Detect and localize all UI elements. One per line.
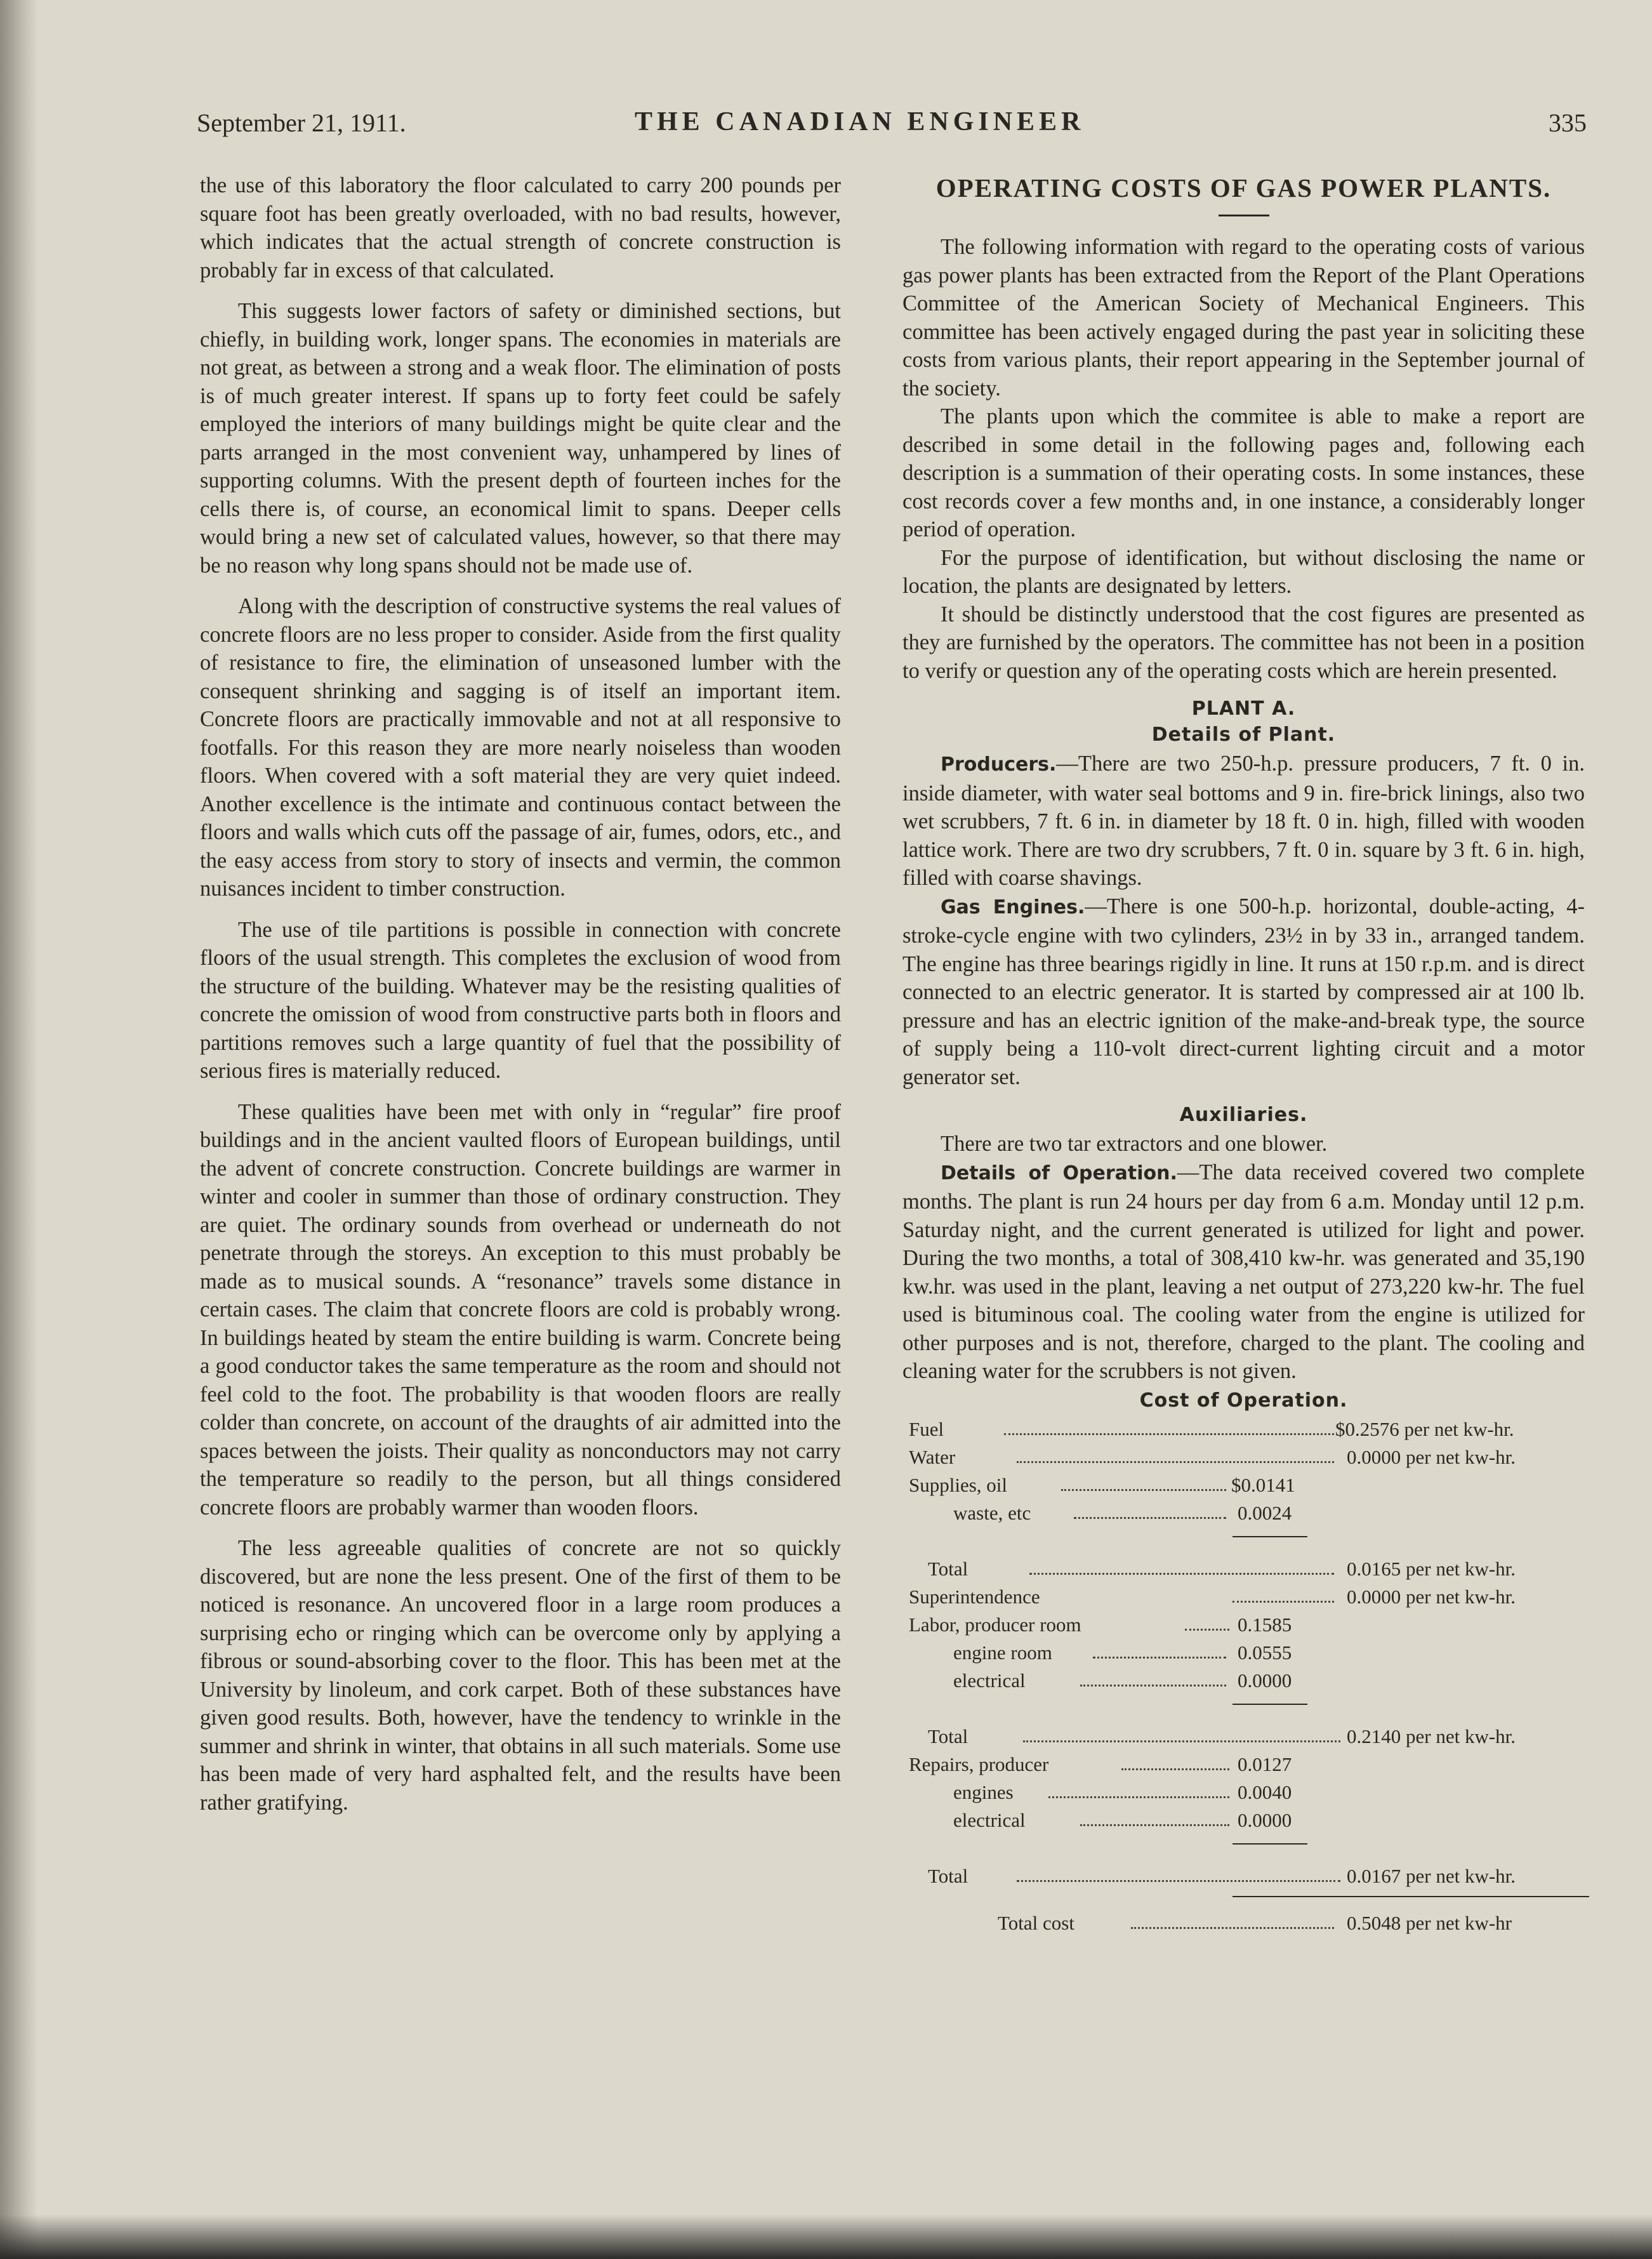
leader-dots — [1029, 1572, 1334, 1575]
leader-dots — [1017, 1879, 1340, 1882]
cost-label: waste, etc — [953, 1501, 1031, 1524]
paragraph: It should be distinctly understood that the cost figures are presented as they are furnished by the operators. The committee has not been in a position to verify or question any of the operating costs which are herein presented. — [902, 602, 1585, 683]
auxiliaries-text: There are two tar extractors and one blower. — [941, 1132, 1328, 1156]
paragraph: For the purpose of identification, but without disclosing the name or location, the plants are designated by letters. — [902, 545, 1585, 598]
leader-dots — [1061, 1488, 1226, 1491]
cost-label: Total cost — [998, 1911, 1074, 1934]
paragraph: The use of tile partitions is possible in connection with concrete floors of the usual strength. This completes the exclusion of wood from the structure of the building. Whatever may be the resisting qualities of concrete the omission of wood from constructive parts both in floors and partitions removes such a large quantity of fuel that the possibility of serious fires is materially reduced. — [200, 917, 841, 1083]
cost-value: 0.1585 — [1238, 1613, 1292, 1636]
cost-value: 0.0127 — [1238, 1752, 1292, 1775]
cost-value: 0.0000 — [1238, 1808, 1292, 1831]
producers-text: —There are two 250-h.p. pressure producers, 7 ft. 0 in. inside diameter, with water seal bottoms and 9 in. fire-brick linings, also two wet scrubbers, 7 ft. 6 in. in diameter by 18 ft. 0 in. high, filled with wooden lattice work. There are two dry scrubbers, 7 ft. 0 in. square by 3 ft. 6 in. high, filled with coarse shavings. — [902, 752, 1585, 890]
cost-value: 0.0000 per net kw-hr. — [1347, 1445, 1516, 1468]
leader-dots — [1074, 1516, 1226, 1519]
cost-row-supplies-oil — [902, 1471, 1585, 1499]
engines-paragraph — [902, 892, 1585, 1092]
cost-value: 0.0555 — [1238, 1641, 1292, 1664]
cost-label: Superintendence — [909, 1585, 1040, 1608]
producers-paragraph — [902, 750, 1585, 892]
cost-label: Total — [928, 1557, 968, 1580]
right-column — [902, 171, 1585, 1937]
cost-label: Labor, producer room — [909, 1613, 1081, 1636]
subtotal-rule — [902, 1695, 1585, 1714]
cost-label: Fuel — [909, 1417, 944, 1440]
cost-value: 0.0000 per net kw-hr. — [1347, 1585, 1516, 1608]
cost-value: 0.0040 — [1238, 1780, 1292, 1803]
paragraph: the use of this laboratory the floor calculated to carry 200 pounds per square foot has been greatly overloaded, with no bad results, however, which indicates that the actual strength of concrete construction is probably far in excess of that calculated. — [200, 173, 841, 282]
details-heading: Details of Plant. — [1151, 724, 1336, 746]
cost-row-superintendence — [902, 1583, 1585, 1611]
paragraph: The less agreeable qualities of concrete are not so quickly discovered, but are none the less present. One of the first of them to be noticed is resonance. An uncovered floor in a large room produces a surprising echo or ringing which can be overcome only by applying a fibrous or sound-absorbing cover to the floor. This has been met at the University by linoleum, and cork carpet. Both of these substances have given good results. Both, however, have the tendency to wrinkle in the summer and shrink in winter, that obtains in all such materials. Some use has been made of very hard asphalted felt, and the results have been rather gratifying. — [200, 1536, 841, 1815]
cost-label: electrical — [953, 1808, 1026, 1831]
cost-row-total — [902, 1555, 1585, 1583]
leader-dots — [1185, 1627, 1229, 1631]
cost-value: 0.2140 per net kw-hr. — [1347, 1725, 1516, 1747]
producers-label: Producers. — [941, 753, 1057, 776]
cost-row-total — [902, 1862, 1585, 1890]
cost-value: 0.0167 per net kw-hr. — [1347, 1864, 1516, 1887]
title-rule — [1219, 215, 1269, 216]
leader-dots — [1121, 1767, 1229, 1770]
cost-label: electrical — [953, 1669, 1026, 1692]
cost-row-water — [902, 1443, 1585, 1471]
leader-dots — [1048, 1795, 1229, 1798]
cost-value: $0.0141 — [1231, 1473, 1295, 1496]
subtotal-rule — [902, 1834, 1585, 1853]
cost-label: Repairs, producer — [909, 1752, 1049, 1775]
cost-label: Water — [909, 1445, 956, 1468]
cost-label: engine room — [953, 1641, 1052, 1664]
cost-row-waste — [902, 1499, 1585, 1527]
paragraph: The following information with regard to the operating costs of various gas power plants has been extracted from the Report of the Plant Operations Committee of the American Society of Mechanical Engineers. This committee has been actively engaged during the past year in soliciting these costs from various plants, their report appearing in the September journal of the society. — [902, 235, 1585, 401]
cost-row-engine-room — [902, 1639, 1585, 1667]
paragraph: This suggests lower factors of safety or diminished sections, but chiefly, in building work, longer spans. The economies in materials are not great, as between a strong and a weak floor. The elimination of posts is of much greater interest. If spans up to forty feet could be safely employed the interiors of many buildings might be quite clear and the parts arranged in the most convenient way, unhampered by lines of supporting columns. With the present depth of fourteen inches for the cells there is, of course, an economical limit to spans. Deeper cells would bring a new set of calculated values, however, so that there may be no reason why long spans should not be made use of. — [200, 299, 841, 578]
engines-label: Gas Engines. — [941, 896, 1085, 918]
leader-dots — [1131, 1926, 1334, 1929]
leader-dots — [1232, 1600, 1334, 1603]
leader-dots — [1023, 1739, 1340, 1742]
cost-heading: Cost of Operation. — [1139, 1389, 1348, 1412]
operation-paragraph — [902, 1158, 1585, 1386]
paragraph: These qualities have been met with only in “regular” fire proof buildings and in the ancient vaulted floors of European buildings, until the advent of concrete construction. Concrete buildings are warmer in winter and cooler in summer than those of ordinary construction. They are quiet. The ordinary sounds from overhead or underneath do not penetrate through the storeys. An exception to this must probably be made as to musical sounds. A “resonance” travels some distance in certain cases. The claim that concrete floors are cold is probably wrong. In buildings heated by steam the entire building is warm. Concrete being a good conductor takes the same temperature as the room and should not feel cold to the foot. The probability is that wooden floors are really colder than concrete, on account of the draughts of air admitted into the spaces between the joists. Their quality as nonconductors may not carry the temperature so readily to the person, but all things considered concrete floors are probably warmer than wooden floors. — [200, 1099, 841, 1520]
journal-title: THE CANADIAN ENGINEER — [635, 107, 1085, 136]
cost-label: engines — [953, 1780, 1014, 1803]
cost-label: Total — [928, 1864, 968, 1887]
left-column — [200, 171, 841, 1829]
cost-label: Total — [928, 1725, 968, 1747]
leader-dots — [1004, 1432, 1334, 1435]
cost-row-fuel — [902, 1415, 1585, 1443]
leader-dots — [1080, 1823, 1229, 1826]
engines-text: —There is one 500-h.p. horizontal, double-acting, 4-stroke-cycle engine with two cylinders, 23½ in by 33 in., arranged tandem. The engine has three bearings rigidly in line. It runs at 150 r.p.m. and is direct connected to an electric generator. It is started by compressed air at 100 lb. pressure and has an electric ignition of the make-and-break type, the source of supply being a 110-volt direct-current lighting circuit and a motor generator set. — [902, 894, 1585, 1089]
page-number: 335 — [1549, 109, 1587, 137]
grand-total-rule — [902, 1890, 1585, 1903]
auxiliaries-heading: Auxiliaries. — [1179, 1104, 1308, 1126]
cost-value: $0.2576 per net kw-hr. — [1335, 1417, 1514, 1440]
leader-dots — [1093, 1655, 1226, 1659]
cost-row-repairs-producer — [902, 1751, 1585, 1779]
paragraph: The plants upon which the commitee is able to make a report are described in some detail in the following pages and, following each description is a summation of their operating costs. In some instances, these cost records cover a few months and, in one instance, a considerably longer period of operation. — [902, 404, 1585, 541]
paragraph: Along with the description of constructive systems the real values of concrete floors are no less proper to consider. Aside from the first quality of resistance to fire, the elimination of unseasoned lumber with the consequent shrinking and sagging is of itself an important item. Concrete floors are practically immovable and not at all responsive to footfalls. For this reason they are more nearly noiseless than wooden floors. When covered with a soft material they are very quiet indeed. Another excellence is the intimate and continuous contact between the floors and walls which cuts off the passage of air, fumes, odors, etc., and the easy access from story to story of insects and vermin, the common nuisances incident to timber construction. — [200, 594, 841, 901]
page-binding-shadow — [0, 0, 38, 2259]
leader-dots — [1017, 1460, 1334, 1463]
leader-dots — [1080, 1683, 1226, 1686]
cost-table — [902, 1415, 1585, 1937]
cost-value: 0.5048 per net kw-hr — [1347, 1911, 1512, 1934]
cost-row-electrical-labor — [902, 1667, 1585, 1695]
operation-text: —The data received covered two complete months. The plant is run 24 hours per day from 6 a.m. Monday until 12 p.m. Saturday night, and the current generated is utilized for light and power. During the two months, a total of 308,410 kw-hr. was generated and 35,190 kw.hr. was used in the plant, leaving a net output of 273,220 kw-hr. The fuel used is bituminous coal. The cooling water from the engine is utilized for other purposes and is not, therefore, charged to the plant. The cooling and cleaning water for the scrubbers is not given. — [902, 1160, 1585, 1383]
operation-label: Details of Operation. — [941, 1162, 1177, 1184]
subtotal-rule — [902, 1527, 1585, 1546]
cost-row-labor-producer — [902, 1611, 1585, 1639]
cost-value: 0.0165 per net kw-hr. — [1347, 1557, 1516, 1580]
article-title: OPERATING COSTS OF GAS POWER PLANTS. — [935, 173, 1552, 202]
cost-label: Supplies, oil — [909, 1473, 1008, 1496]
running-header — [197, 108, 1587, 152]
cost-value: 0.0000 — [1238, 1669, 1292, 1692]
page-edge-shadow — [0, 2215, 1652, 2259]
cost-row-engines-repair — [902, 1779, 1585, 1806]
cost-value: 0.0024 — [1238, 1501, 1292, 1524]
plant-heading: PLANT A. — [1191, 698, 1296, 720]
cost-row-electrical-repair — [902, 1806, 1585, 1834]
cost-row-total — [902, 1723, 1585, 1751]
header-date: September 21, 1911. — [197, 109, 406, 137]
cost-row-total-cost — [902, 1909, 1585, 1937]
